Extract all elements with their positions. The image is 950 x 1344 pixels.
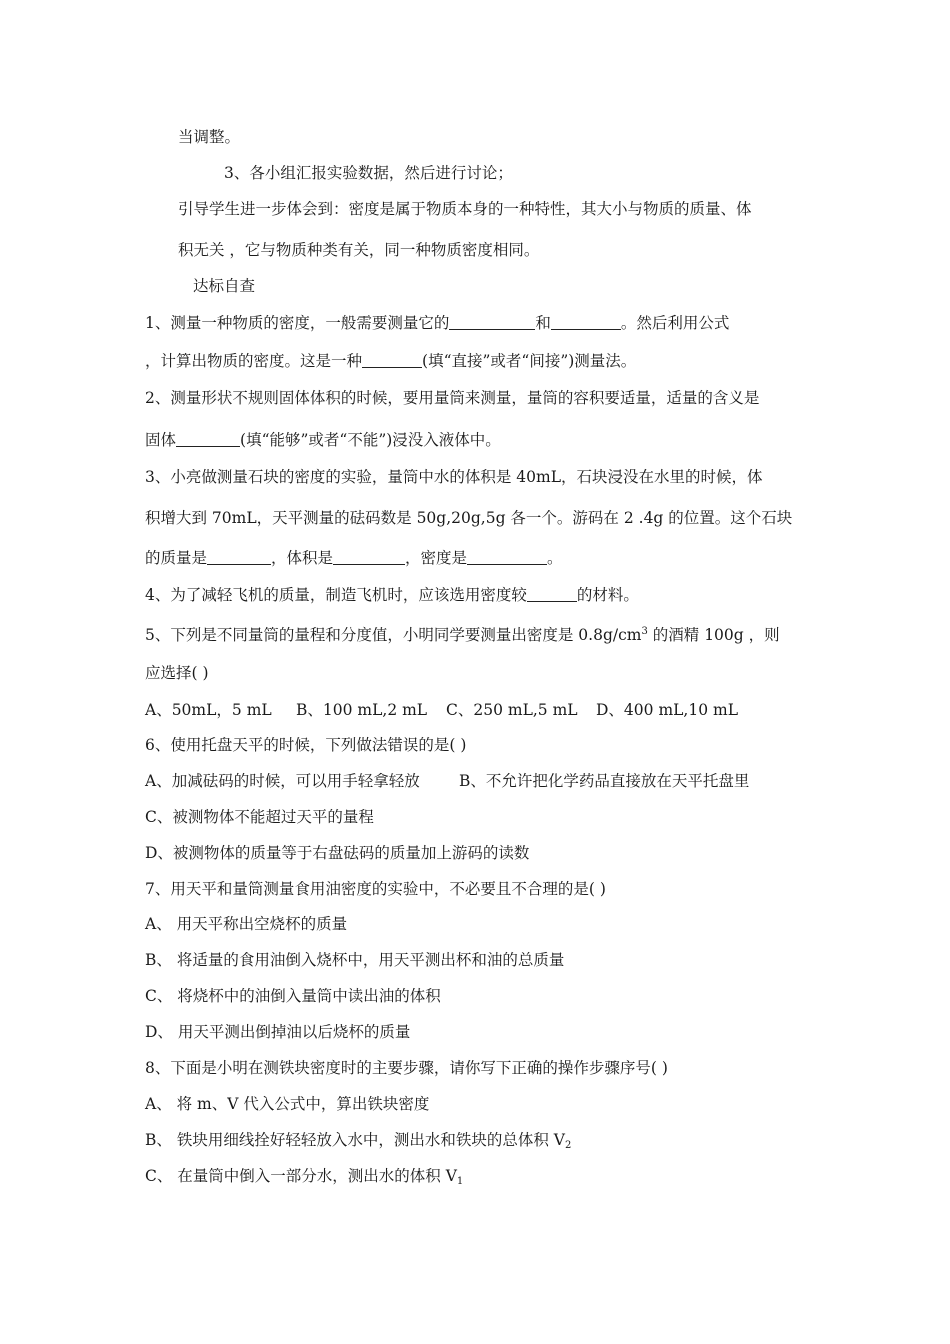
q1-text-e: (填“直接”或者“间接”)测量法。 <box>422 352 637 370</box>
q7-option-d: D、 用天平测出倒掉油以后烧杯的质量 <box>145 1023 411 1041</box>
q8-option-c <box>145 1166 463 1192</box>
q4-text-b: 的材料。 <box>576 586 639 604</box>
q6-option-b: B、不允许把化学药品直接放在天平托盘里 <box>459 772 750 790</box>
q5-option-c: C、250 mL,5 mL <box>446 701 578 719</box>
question-3-line-2: 积增大到 70mL，天平测量的砝码数是 50g,20g,5g 各一个。游码在 2 .4g 的位置。这个石块 <box>145 509 793 527</box>
q8-option-b-subscript: 2 <box>564 1140 572 1151</box>
q5-option-b: B、100 mL,2 mL <box>296 701 428 719</box>
q5-text-a: 5、下列是不同量筒的量程和分度值，小明同学要测量出密度是 0.8g/cm <box>145 626 642 644</box>
q7-option-a: A、 用天平称出空烧杯的质量 <box>145 915 348 933</box>
q1-text-c: 。然后利用公式 <box>620 314 730 332</box>
q1-blank-1[interactable] <box>449 314 535 330</box>
intro-line-4: 积无关 ，它与物质种类有关，同一种物质密度相同。 <box>178 241 540 259</box>
q5-superscript: 3 <box>641 626 648 637</box>
q6-option-a: A、加减砝码的时候，可以用手轻拿轻放 <box>145 772 420 790</box>
q1-text-b: 和 <box>535 314 551 332</box>
q4-blank[interactable] <box>527 586 577 602</box>
question-5-line-2: 应选择( ) <box>145 664 209 682</box>
q8-option-c-text: C、 在量筒中倒入一部分水，测出水的体积 V <box>145 1167 457 1185</box>
q3-text-c: 的质量是 <box>145 549 208 567</box>
question-1-line-2 <box>145 351 636 371</box>
q2-blank[interactable] <box>176 431 240 447</box>
question-6-stem: 6、使用托盘天平的时候，下列做法错误的是( ) <box>145 736 467 754</box>
q7-option-b: B、 将适量的食用油倒入烧杯中，用天平测出杯和油的总质量 <box>145 951 565 969</box>
q8-option-a: A、 将 m、V 代入公式中，算出铁块密度 <box>145 1095 430 1113</box>
q2-text-c: (填“能够”或者“不能”)浸没入液体中。 <box>240 431 501 449</box>
question-1-line-1 <box>145 313 729 333</box>
section-heading: 达标自查 <box>193 277 256 295</box>
q1-blank-2[interactable] <box>551 314 621 330</box>
q7-option-c: C、 将烧杯中的油倒入量筒中读出油的体积 <box>145 987 441 1005</box>
question-7-stem: 7、用天平和量筒测量食用油密度的实验中，不必要且不合理的是( ) <box>145 880 606 898</box>
q1-text-a: 1、测量一种物质的密度，一般需要测量它的 <box>145 314 450 332</box>
q2-text-b: 固体 <box>145 431 177 449</box>
question-3-line-1: 3、小亮做测量石块的密度的实验，量筒中水的体积是 40mL，石块浸没在水里的时候，体 <box>145 468 763 486</box>
q8-option-b-text: B、 铁块用细线拴好轻轻放入水中，测出水和铁块的总体积 V <box>145 1131 565 1149</box>
q8-option-c-subscript: 1 <box>456 1176 464 1187</box>
q3-text-d: ，体积是 <box>271 549 334 567</box>
q6-option-c: C、被测物体不能超过天平的量程 <box>145 808 374 826</box>
question-5-line-1 <box>145 622 780 645</box>
q3-blank-volume[interactable] <box>333 549 405 565</box>
question-4 <box>145 585 639 605</box>
q3-blank-mass[interactable] <box>207 549 271 565</box>
q3-text-e: ，密度是 <box>405 549 468 567</box>
q1-text-d: ，计算出物质的密度。这是一种 <box>145 352 363 370</box>
question-2-line-2 <box>145 430 501 450</box>
q3-text-f: 。 <box>547 549 563 567</box>
question-2-line-1: 2、测量形状不规则固体体积的时候，要用量筒来测量，量筒的容积要适量，适量的含义是 <box>145 389 760 407</box>
question-3-line-3 <box>145 548 563 568</box>
intro-step-3: 3、各小组汇报实验数据，然后进行讨论； <box>224 164 513 182</box>
q5-text-b: 的酒精 100g ，则 <box>647 626 780 644</box>
q8-option-b <box>145 1130 571 1156</box>
q5-option-d: D、400 mL,10 mL <box>596 701 738 719</box>
q4-text-a: 4、为了减轻飞机的质量，制造飞机时，应该选用密度较 <box>145 586 527 604</box>
intro-line-1: 当调整。 <box>178 128 241 146</box>
question-8-stem: 8、下面是小明在测铁块密度时的主要步骤，请你写下正确的操作步骤序号( ) <box>145 1059 668 1077</box>
q3-blank-density[interactable] <box>467 549 547 565</box>
q6-option-d: D、被测物体的质量等于右盘砝码的质量加上游码的读数 <box>145 844 530 862</box>
q5-option-a: A、50mL，5 mL <box>145 701 272 719</box>
q1-blank-3[interactable] <box>362 352 422 368</box>
intro-line-3: 引导学生进一步体会到：密度是属于物质本身的一种特性，其大小与物质的质量、体 <box>178 200 752 218</box>
